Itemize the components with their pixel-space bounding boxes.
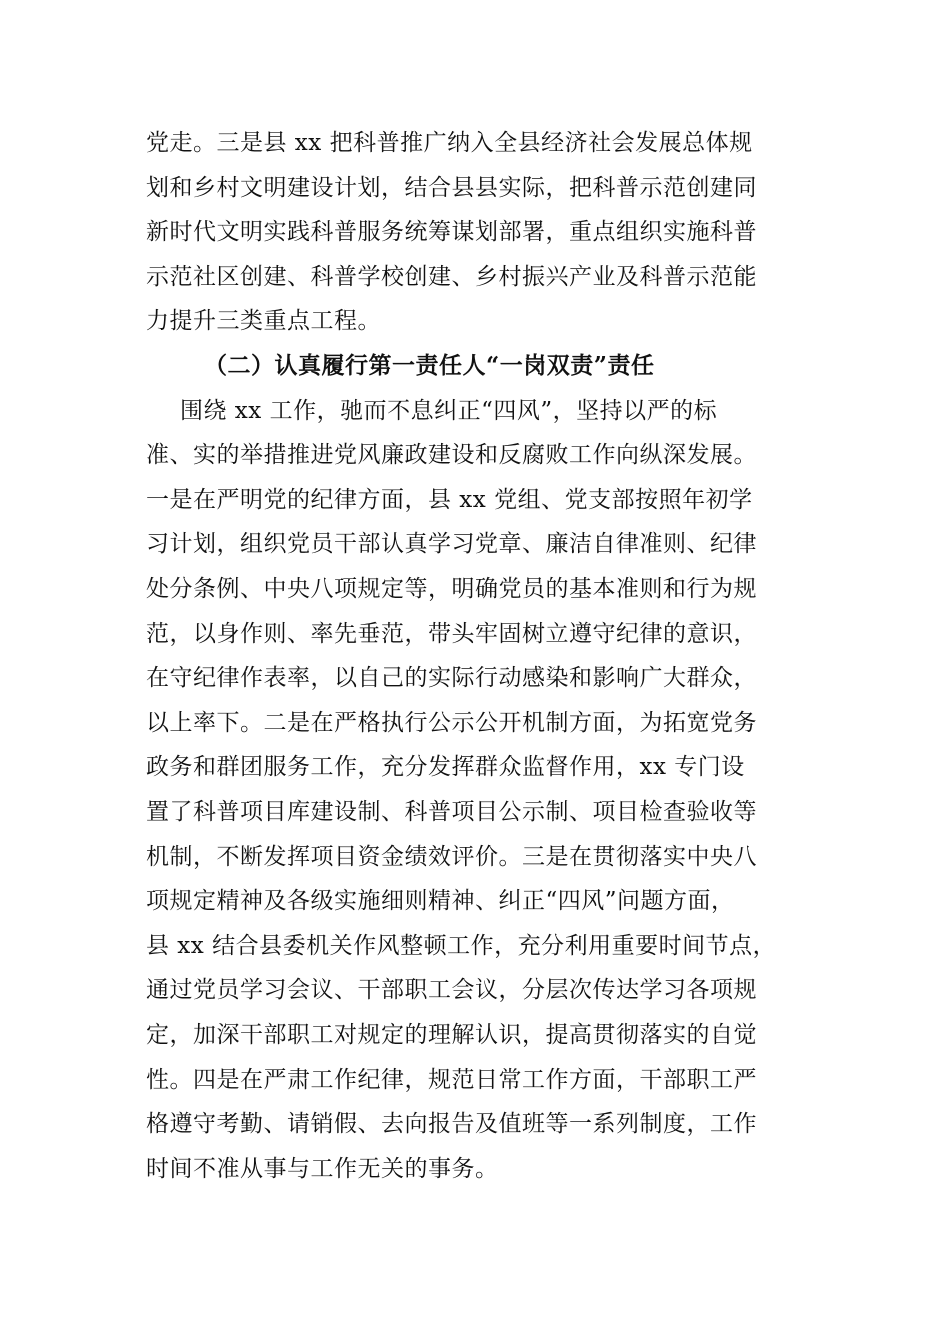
paragraph-line: 处分条例、中央八项规定等，明确党员的基本准则和行为规: [146, 575, 757, 602]
paragraph-line: 性。四是在严肃工作纪律，规范日常工作方面，干部职工严: [146, 1066, 757, 1093]
paragraph-line: 时间不准从事与工作无关的事务。: [146, 1155, 499, 1182]
paragraph-line: 通过党员学习会议、干部职工会议，分层次传达学习各项规: [146, 977, 757, 1004]
paragraph-line: 准、实的举措推进党风廉政建设和反腐败工作向纵深发展。: [146, 442, 757, 469]
paragraph-line: 在守纪律作表率，以自己的实际行动感染和影响广大群众，: [146, 665, 757, 692]
paragraph-line: 示范社区创建、科普学校创建、乡村振兴产业及科普示范能: [146, 263, 757, 290]
paragraph-line: 划和乡村文明建设计划，结合县县实际，把科普示范创建同: [146, 174, 757, 201]
paragraph-line: 习计划，组织党员干部认真学习党章、廉洁自律准则、纪律: [146, 531, 757, 558]
paragraph-line: 范，以身作则、率先垂范，带头牢固树立遵守纪律的意识，: [146, 620, 757, 647]
paragraph-line: 机制，不断发挥项目资金绩效评价。三是在贯彻落实中央八: [146, 843, 757, 870]
section-heading: （二）认真履行第一责任人“一岗双责”责任: [204, 352, 655, 379]
section-two: [146, 344, 816, 1191]
paragraph-line: 以上率下。二是在严格执行公示公开机制方面，为拓宽党务: [146, 709, 757, 736]
paragraph-line: 置了科普项目库建设制、科普项目公示制、项目检查验收等: [146, 798, 757, 825]
paragraph-line: 县 xx 结合县委机关作风整顿工作，充分利用重要时间节点，: [146, 932, 777, 959]
paragraph-line: 政务和群团服务工作，充分发挥群众监督作用，xx 专门设: [146, 754, 745, 781]
paragraph-line: 新时代文明实践科普服务统筹谋划部署，重点组织实施科普: [146, 219, 757, 246]
paragraph-line: 一是在严明党的纪律方面，县 xx 党组、党支部按照年初学: [146, 486, 753, 513]
paragraph-line: 党走。三是县 xx 把科普推广纳入全县经济社会发展总体规: [146, 130, 753, 156]
paragraph-line: 项规定精神及各级实施细则精神、纠正“四风”问题方面，: [146, 888, 735, 915]
paragraph-line: 力提升三类重点工程。: [146, 308, 381, 335]
paragraph-line: 围绕 xx 工作，驰而不息纠正“四风”，坚持以严的标: [180, 397, 718, 424]
paragraph-line: 定，加深干部职工对规定的理解认识，提高贯彻落实的自觉: [146, 1021, 757, 1048]
continued-paragraph: [146, 121, 816, 344]
paragraph-line: 格遵守考勤、请销假、去向报告及值班等一系列制度，工作: [146, 1111, 757, 1138]
